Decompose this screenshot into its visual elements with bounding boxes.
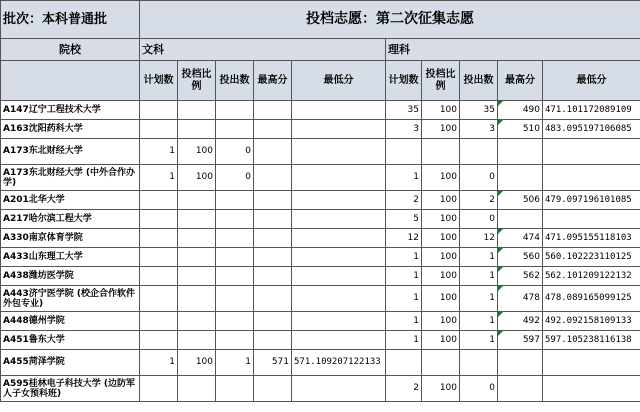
- wenke-min-cell: [292, 229, 386, 248]
- like-out-cell: 2: [460, 191, 498, 210]
- wenke-min-cell: [292, 331, 386, 350]
- like-col-min: 最低分: [543, 61, 640, 101]
- like-plan-cell: 35: [386, 101, 422, 120]
- wenke-max-cell: 571: [254, 350, 292, 376]
- like-out-cell: 1: [460, 267, 498, 286]
- like-ratio-cell: 100: [422, 229, 460, 248]
- wenke-ratio-cell: [178, 101, 216, 120]
- wenke-ratio-cell: 100: [178, 165, 216, 191]
- like-out-cell: 1: [460, 286, 498, 312]
- table-row: [1, 267, 640, 286]
- school-name: A147辽宁工程技术大学: [1, 101, 140, 120]
- like-plan-cell: 5: [386, 210, 422, 229]
- like-min-cell: 483.095197106085: [543, 120, 640, 139]
- school-header-blank: [1, 61, 140, 101]
- like-plan-cell: 1: [386, 312, 422, 331]
- wenke-max-cell: [254, 312, 292, 331]
- wenke-plan-cell: [140, 286, 178, 312]
- wenke-plan-cell: [140, 191, 178, 210]
- table-row: [1, 120, 640, 139]
- wenke-out-cell: [216, 191, 254, 210]
- table-row: [1, 191, 640, 210]
- wenke-min-cell: [292, 248, 386, 267]
- table-row: [1, 101, 640, 120]
- wenke-max-cell: [254, 101, 292, 120]
- like-header: 理科: [386, 39, 640, 61]
- table-row: [1, 331, 640, 350]
- like-col-ratio: 投档比例: [422, 61, 460, 101]
- like-out-cell: 35: [460, 101, 498, 120]
- like-max-cell: 560: [498, 248, 543, 267]
- school-name: A451鲁东大学: [1, 331, 140, 350]
- table-row: [1, 376, 640, 402]
- wenke-plan-cell: 1: [140, 350, 178, 376]
- table-body: [1, 101, 640, 402]
- like-ratio-cell: 100: [422, 210, 460, 229]
- wenke-out-cell: [216, 248, 254, 267]
- wenke-ratio-cell: [178, 210, 216, 229]
- like-max-cell: 478: [498, 286, 543, 312]
- wenke-min-cell: [292, 191, 386, 210]
- school-name: A433山东理工大学: [1, 248, 140, 267]
- like-out-cell: 1: [460, 248, 498, 267]
- wenke-out-cell: [216, 101, 254, 120]
- like-ratio-cell: 100: [422, 376, 460, 402]
- like-min-cell: [543, 350, 640, 376]
- table-row: [1, 350, 640, 376]
- like-max-cell: 506: [498, 191, 543, 210]
- like-min-cell: 492.092158109133: [543, 312, 640, 331]
- wenke-out-cell: 0: [216, 139, 254, 165]
- wenke-plan-cell: [140, 376, 178, 402]
- like-max-cell: 492: [498, 312, 543, 331]
- table-row: [1, 312, 640, 331]
- like-ratio-cell: 100: [422, 312, 460, 331]
- wenke-max-cell: [254, 286, 292, 312]
- like-out-cell: 0: [460, 165, 498, 191]
- like-ratio-cell: 100: [422, 248, 460, 267]
- wenke-max-cell: [254, 139, 292, 165]
- school-header: 院校: [1, 39, 140, 61]
- wenke-out-cell: [216, 312, 254, 331]
- like-ratio-cell: 100: [422, 267, 460, 286]
- school-name: A455菏泽学院: [1, 350, 140, 376]
- batch-label: 批次：本科普通批: [1, 1, 140, 39]
- like-ratio-cell: 100: [422, 120, 460, 139]
- wenke-max-cell: [254, 331, 292, 350]
- like-ratio-cell: 100: [422, 165, 460, 191]
- school-name: A201北华大学: [1, 191, 140, 210]
- wenke-out-cell: [216, 267, 254, 286]
- like-plan-cell: 12: [386, 229, 422, 248]
- wenke-min-cell: [292, 286, 386, 312]
- wenke-ratio-cell: [178, 312, 216, 331]
- school-name: A595桂林电子科技大学 (边防军人子女预科班): [1, 376, 140, 402]
- wenke-out-cell: [216, 120, 254, 139]
- wenke-min-cell: 571.109207122133: [292, 350, 386, 376]
- like-min-cell: [543, 139, 640, 165]
- wenke-ratio-cell: [178, 286, 216, 312]
- wenke-min-cell: [292, 120, 386, 139]
- wenke-out-cell: 0: [216, 165, 254, 191]
- wenke-min-cell: [292, 312, 386, 331]
- like-max-cell: 474: [498, 229, 543, 248]
- wenke-out-cell: [216, 210, 254, 229]
- table-row: [1, 286, 640, 312]
- wenke-plan-cell: [140, 120, 178, 139]
- like-plan-cell: [386, 350, 422, 376]
- wenke-plan-cell: [140, 331, 178, 350]
- table-row: [1, 139, 640, 165]
- wenke-ratio-cell: [178, 191, 216, 210]
- like-ratio-cell: 100: [422, 191, 460, 210]
- like-min-cell: 597.105238116138: [543, 331, 640, 350]
- like-min-cell: 562.101209122132: [543, 267, 640, 286]
- school-name: A438潍坊医学院: [1, 267, 140, 286]
- like-out-cell: 3: [460, 120, 498, 139]
- wenke-plan-cell: [140, 248, 178, 267]
- like-max-cell: [498, 165, 543, 191]
- like-plan-cell: 1: [386, 248, 422, 267]
- like-col-plan: 计划数: [386, 61, 422, 101]
- wenke-ratio-cell: [178, 331, 216, 350]
- school-name: A163沈阳药科大学: [1, 120, 140, 139]
- like-min-cell: 478.089165099125: [543, 286, 640, 312]
- table-row: [1, 210, 640, 229]
- wenke-max-cell: [254, 210, 292, 229]
- wenke-out-cell: [216, 286, 254, 312]
- like-max-cell: [498, 139, 543, 165]
- wenke-plan-cell: [140, 210, 178, 229]
- like-col-out: 投出数: [460, 61, 498, 101]
- table-row: [1, 165, 640, 191]
- wenke-ratio-cell: 100: [178, 139, 216, 165]
- wenke-out-cell: [216, 331, 254, 350]
- wenke-col-out: 投出数: [216, 61, 254, 101]
- wenke-max-cell: [254, 376, 292, 402]
- wenke-min-cell: [292, 210, 386, 229]
- wenke-header: 文科: [140, 39, 386, 61]
- like-out-cell: 0: [460, 210, 498, 229]
- like-max-cell: [498, 210, 543, 229]
- school-name: A173东北财经大学: [1, 139, 140, 165]
- wenke-plan-cell: [140, 312, 178, 331]
- like-ratio-cell: [422, 139, 460, 165]
- wenke-col-ratio: 投档比例: [178, 61, 216, 101]
- like-out-cell: [460, 350, 498, 376]
- table-row: [1, 248, 640, 267]
- like-ratio-cell: 100: [422, 101, 460, 120]
- wenke-max-cell: [254, 165, 292, 191]
- wenke-min-cell: [292, 165, 386, 191]
- like-min-cell: 560.102223110125: [543, 248, 640, 267]
- like-out-cell: 0: [460, 376, 498, 402]
- like-out-cell: 1: [460, 331, 498, 350]
- like-plan-cell: 1: [386, 331, 422, 350]
- wenke-ratio-cell: [178, 120, 216, 139]
- wenke-min-cell: [292, 376, 386, 402]
- like-min-cell: [543, 210, 640, 229]
- like-min-cell: 471.095155118103: [543, 229, 640, 248]
- school-name: A173东北财经大学 (中外合作办学): [1, 165, 140, 191]
- school-name: A443济宁医学院 (校企合作软件外包专业): [1, 286, 140, 312]
- table-title: 投档志愿：第二次征集志愿: [140, 1, 640, 39]
- like-out-cell: 1: [460, 312, 498, 331]
- wenke-ratio-cell: [178, 376, 216, 402]
- like-max-cell: 562: [498, 267, 543, 286]
- wenke-ratio-cell: [178, 248, 216, 267]
- like-max-cell: [498, 350, 543, 376]
- wenke-col-plan: 计划数: [140, 61, 178, 101]
- wenke-out-cell: [216, 229, 254, 248]
- wenke-ratio-cell: [178, 267, 216, 286]
- like-ratio-cell: 100: [422, 331, 460, 350]
- like-ratio-cell: 100: [422, 286, 460, 312]
- wenke-max-cell: [254, 267, 292, 286]
- school-name: A217哈尔滨工程大学: [1, 210, 140, 229]
- wenke-plan-cell: [140, 229, 178, 248]
- like-max-cell: 490: [498, 101, 543, 120]
- like-plan-cell: 2: [386, 376, 422, 402]
- wenke-max-cell: [254, 120, 292, 139]
- like-plan-cell: 1: [386, 267, 422, 286]
- like-plan-cell: [386, 139, 422, 165]
- wenke-min-cell: [292, 101, 386, 120]
- like-min-cell: [543, 376, 640, 402]
- wenke-col-min: 最低分: [292, 61, 386, 101]
- like-out-cell: [460, 139, 498, 165]
- like-ratio-cell: [422, 350, 460, 376]
- school-name: A448德州学院: [1, 312, 140, 331]
- table-row: [1, 229, 640, 248]
- wenke-max-cell: [254, 191, 292, 210]
- like-plan-cell: 2: [386, 191, 422, 210]
- wenke-max-cell: [254, 248, 292, 267]
- wenke-plan-cell: 1: [140, 165, 178, 191]
- wenke-out-cell: 1: [216, 350, 254, 376]
- like-plan-cell: 3: [386, 120, 422, 139]
- wenke-plan-cell: [140, 267, 178, 286]
- like-min-cell: 479.097196101085: [543, 191, 640, 210]
- like-max-cell: 510: [498, 120, 543, 139]
- like-out-cell: 12: [460, 229, 498, 248]
- like-plan-cell: 1: [386, 286, 422, 312]
- school-name: A330南京体育学院: [1, 229, 140, 248]
- wenke-min-cell: [292, 139, 386, 165]
- wenke-max-cell: [254, 229, 292, 248]
- like-max-cell: [498, 376, 543, 402]
- like-min-cell: 471.101172089109: [543, 101, 640, 120]
- like-max-cell: 597: [498, 331, 543, 350]
- wenke-plan-cell: 1: [140, 139, 178, 165]
- wenke-out-cell: [216, 376, 254, 402]
- like-plan-cell: 1: [386, 165, 422, 191]
- wenke-col-max: 最高分: [254, 61, 292, 101]
- wenke-min-cell: [292, 267, 386, 286]
- wenke-ratio-cell: [178, 229, 216, 248]
- wenke-plan-cell: [140, 101, 178, 120]
- like-min-cell: [543, 165, 640, 191]
- wenke-ratio-cell: 100: [178, 350, 216, 376]
- like-col-max: 最高分: [498, 61, 543, 101]
